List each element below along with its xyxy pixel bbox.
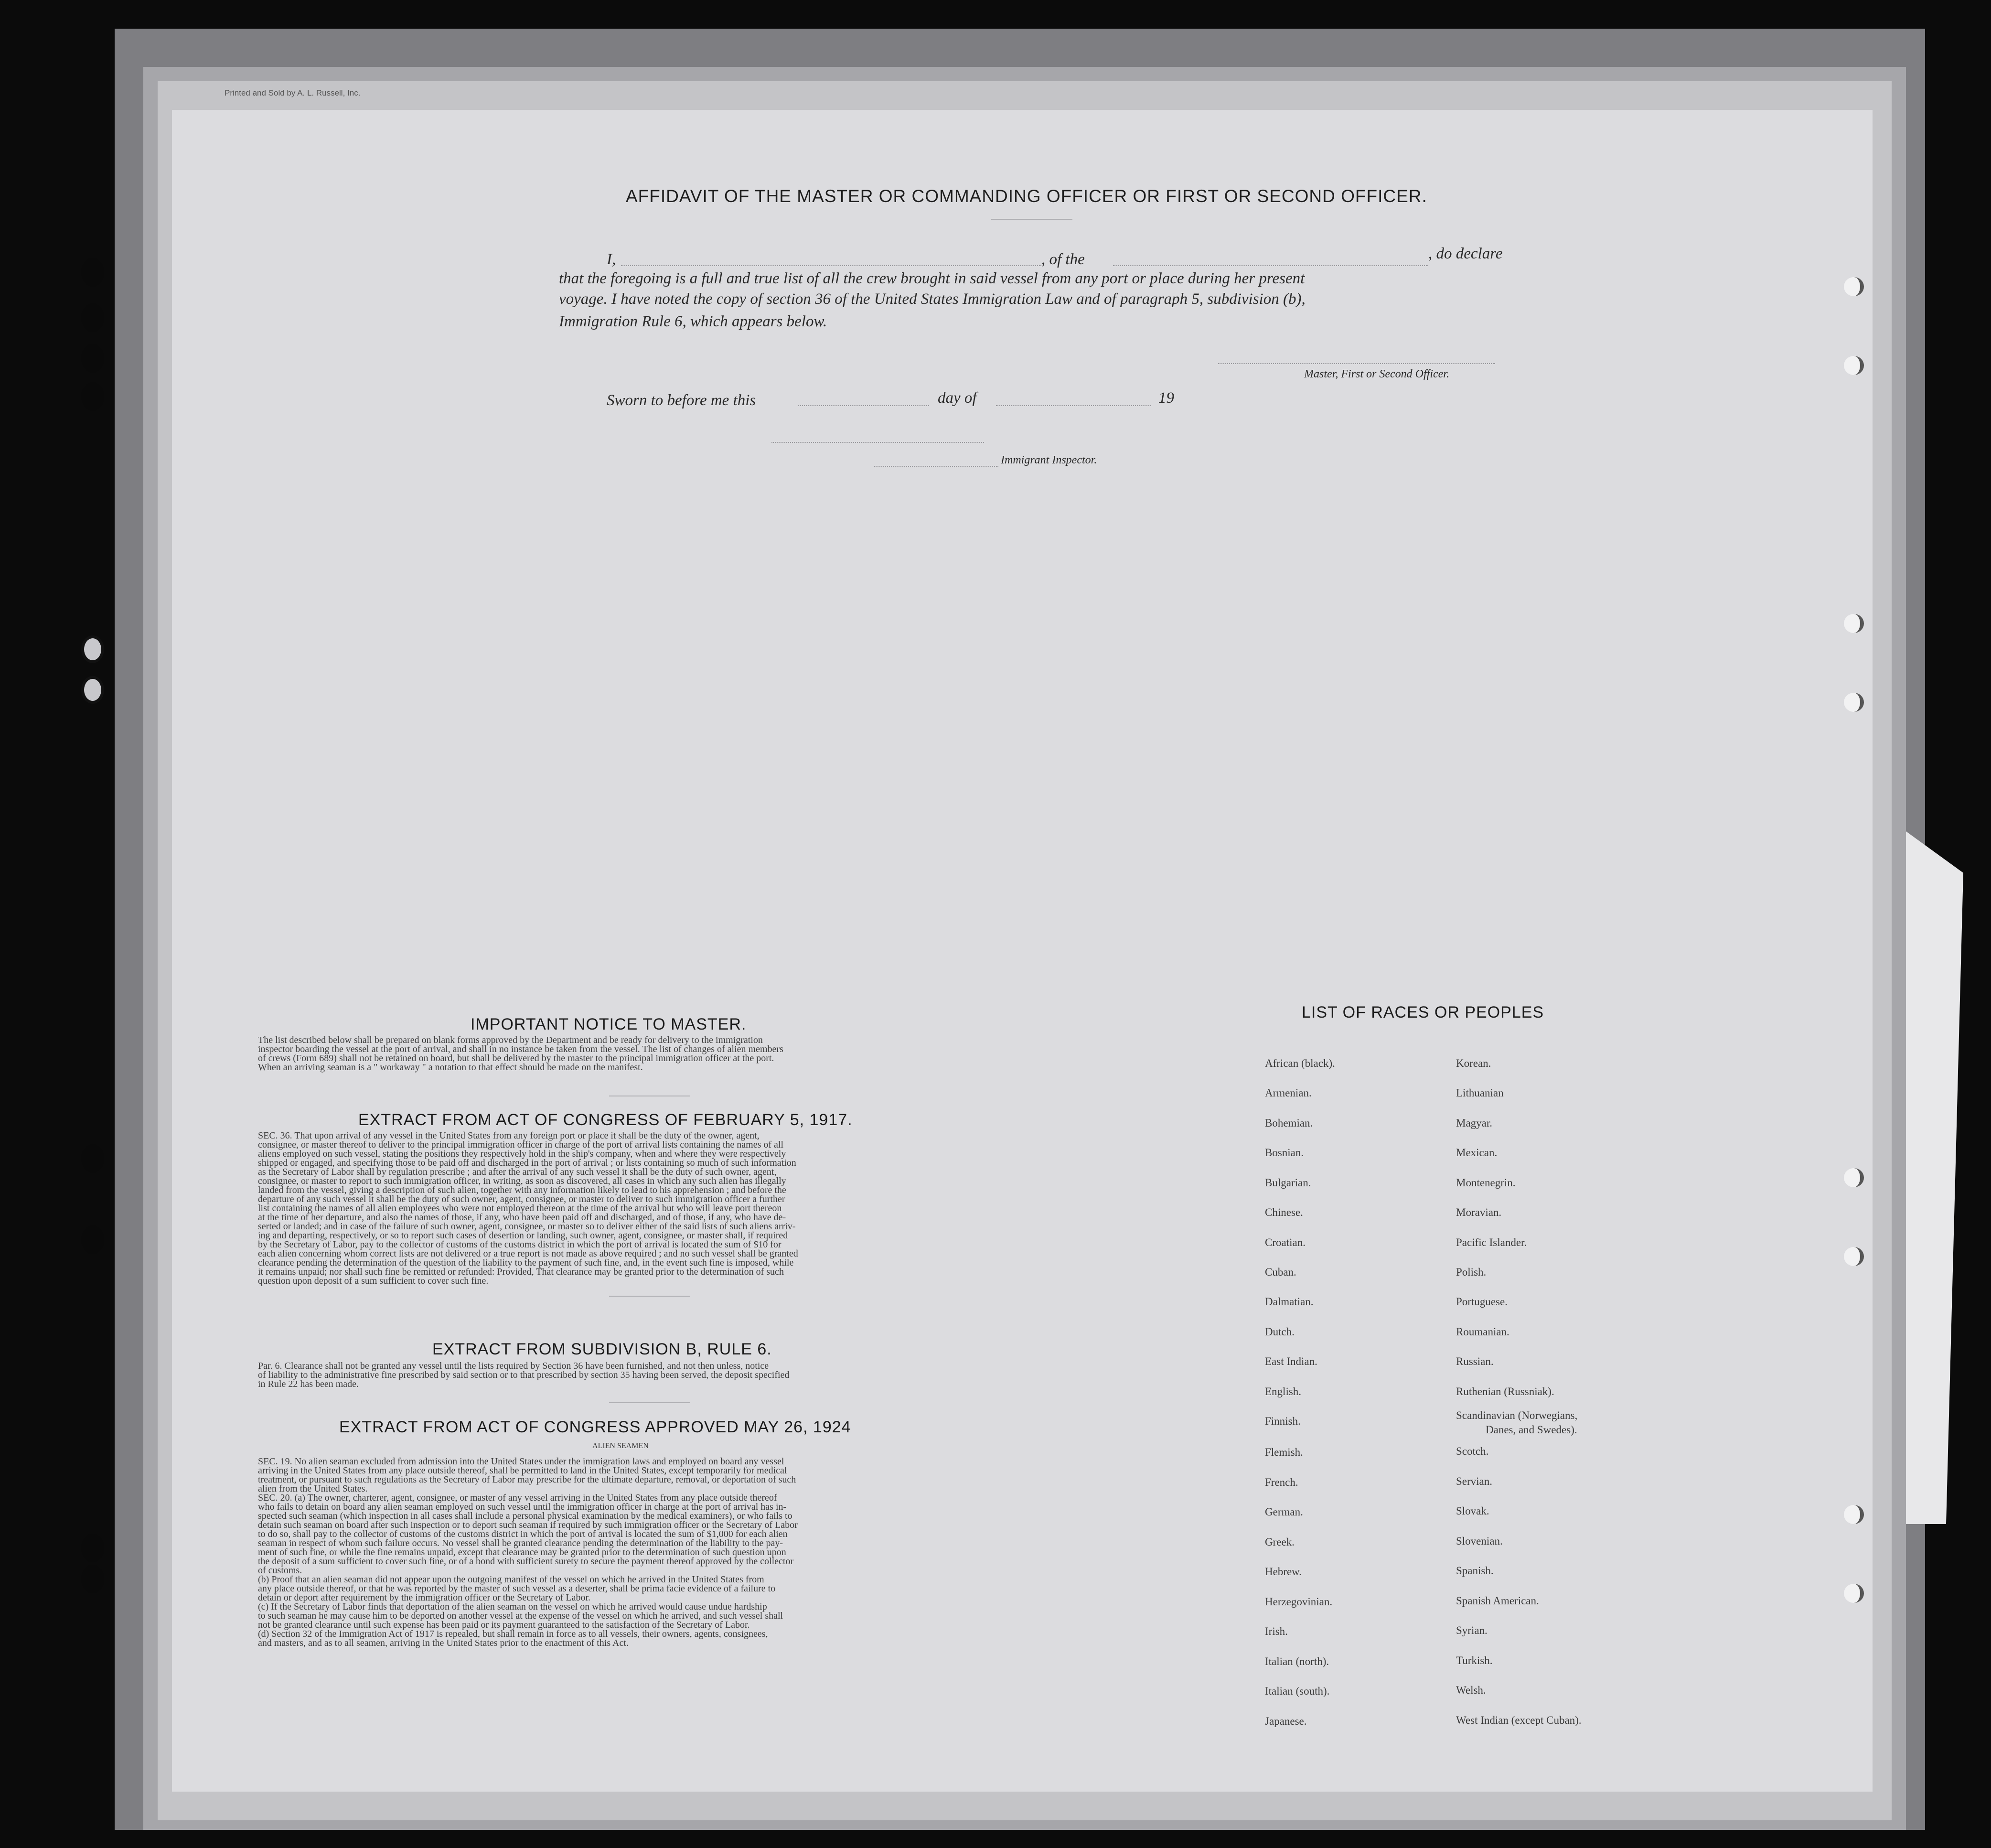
- punch-hole: [1844, 1168, 1864, 1187]
- text-line: of liability to the administrative fine prescribed by said section or to that prescribed by section 35 having been served, the deposit specified: [258, 1370, 790, 1380]
- divider: [609, 1296, 690, 1297]
- text-line: departure of any such vessel it shall be the duty of such owner, agent, consignee, or master to deliver to such immigration officer a further: [258, 1194, 785, 1204]
- text-line: seaman in respect of whom such failure occurs. No vessel shall be granted clearance pending the determination of the liability to the pay-: [258, 1538, 783, 1548]
- text-line: SEC. 19. No alien seaman excluded from admission into the United States under the immigration laws and employed on board any vessel: [258, 1456, 784, 1467]
- text-line: SEC. 36. That upon arrival of any vessel in the United States from any foreign port or place it shall be the duty of the owner, agent,: [258, 1130, 760, 1141]
- text-line: the deposit of a sum sufficient to cover such fine, or of a bond with sufficient surety to secure the payment thereof approved by the collector: [258, 1556, 794, 1567]
- sworn-label: Sworn to before me this: [607, 392, 756, 409]
- extract-1924-title: EXTRACT FROM ACT OF CONGRESS APPROVED MAY 26, 1924: [339, 1418, 851, 1436]
- extract-rule6-title: EXTRACT FROM SUBDIVISION B, RULE 6.: [432, 1340, 772, 1358]
- text-line: any place outside thereof, or that he was reported by the master of such vessel as a deserter, shall be prima facie evidence of a failure to: [258, 1583, 776, 1594]
- day-of-label: day of: [938, 389, 977, 407]
- text-line: as the Secretary of Labor shall by regulation prescribe ; and after the arrival of any such vessel it shall be the duty of such owner, agent,: [258, 1167, 777, 1177]
- binder-hole: [81, 1144, 104, 1173]
- vessel-label: , of the: [1041, 251, 1085, 268]
- printer-credit: Printed and Sold by A. L. Russell, Inc.: [225, 88, 361, 97]
- punch-hole: [1844, 277, 1864, 296]
- text-line: Par. 6. Clearance shall not be granted any vessel until the lists required by Section 36 have been furnished, and not then unless, notice: [258, 1361, 769, 1371]
- race-item: Bosnian.: [1265, 1147, 1304, 1159]
- race-item: Bulgarian.: [1265, 1177, 1311, 1189]
- race-item: Hebrew.: [1265, 1566, 1302, 1578]
- race-item: Spanish American.: [1456, 1595, 1539, 1607]
- binder-hole: [81, 1565, 104, 1593]
- text-line: and masters, and as to all seamen, arriving in the United States prior to the enactment of this Act.: [258, 1638, 629, 1648]
- race-item: Polish.: [1456, 1266, 1487, 1278]
- binder-hole: [81, 676, 104, 704]
- text-line: spected such seaman (which inspection in all cases shall include a personal physical examination by the medical examiners), or who fails to: [258, 1511, 792, 1521]
- declare-label: , do declare: [1428, 245, 1503, 262]
- punch-hole: [1844, 1247, 1864, 1266]
- extract-1924-body: [258, 1457, 1003, 1648]
- text-line: of crews (Form 689) shall not be retained on board, but shall be delivered by the master to the principal immigration officer at the port.: [258, 1053, 774, 1064]
- punch-hole: [1844, 1584, 1864, 1603]
- binder-hole: [81, 635, 104, 663]
- race-item: Dutch.: [1265, 1326, 1295, 1338]
- race-item: Bohemian.: [1265, 1117, 1313, 1129]
- inspector-signature-line: [874, 466, 998, 467]
- binder-hole: [81, 382, 104, 411]
- race-item: Lithuanian: [1456, 1087, 1504, 1099]
- race-item: Armenian.: [1265, 1087, 1312, 1099]
- text-line: detain such seaman on board after such inspection or to deport such seaman if required by such immigration officer or the Secretary of Labor: [258, 1520, 798, 1530]
- binder-hole: [81, 303, 104, 332]
- race-item: Slovenian.: [1456, 1535, 1503, 1547]
- race-item: Chinese.: [1265, 1206, 1303, 1218]
- text-line: consignee, or master to report to such immigration officer, in writing, as soon as discovered, all cases in which any such alien has illegally: [258, 1176, 786, 1186]
- race-item: Croatian.: [1265, 1236, 1306, 1248]
- race-item: Portuguese.: [1456, 1296, 1508, 1308]
- race-item: East Indian.: [1265, 1355, 1317, 1367]
- text-line: to do so, shall pay to the collector of customs of the customs district in which the port of arrival is located the sum of $1,000 for each alien: [258, 1529, 788, 1539]
- text-line: aliens employed on such vessel, stating the positions they respectively hold in the ship's company, when and where they were respectively: [258, 1149, 786, 1159]
- master-signature-field[interactable]: [1218, 363, 1495, 364]
- race-item: African (black).: [1265, 1057, 1335, 1069]
- race-item: Dalmatian.: [1265, 1296, 1314, 1308]
- extract-1917-title: EXTRACT FROM ACT OF CONGRESS OF FEBRUARY 5, 1917.: [358, 1111, 853, 1129]
- affidavit-line: that the foregoing is a full and true list of all the crew brought in said vessel from any port or place during her present: [559, 270, 1305, 287]
- text-line: in Rule 22 has been made.: [258, 1379, 359, 1389]
- text-line: landed from the vessel, giving a description of such alien, together with any information likely to lead to his apprehension ; and before the: [258, 1185, 786, 1195]
- race-item: Turkish.: [1456, 1655, 1493, 1666]
- punch-hole: [1844, 614, 1864, 633]
- race-item: Syrian.: [1456, 1624, 1488, 1636]
- declarant-name-field[interactable]: [621, 265, 1041, 266]
- text-line: shipped or engaged, and specifying those to be paid off and discharged in the port of arrival ; or lists containing so much of such information: [258, 1158, 796, 1168]
- race-item: Ruthenian (Russniak).: [1456, 1386, 1554, 1397]
- race-item: Magyar.: [1456, 1117, 1493, 1129]
- text-line: detain or deport after requirement by the immigration officer or the Secretary of Labor.: [258, 1592, 591, 1603]
- extract-1924-subtitle: ALIEN SEAMEN: [592, 1442, 649, 1450]
- race-item: Danes, and Swedes).: [1486, 1424, 1577, 1436]
- race-item: Roumanian.: [1456, 1326, 1509, 1338]
- text-line: it remains unpaid; nor shall such fine be remitted or refunded: Provided, That clearance may be granted prior to the determination of such: [258, 1267, 784, 1277]
- text-line: ing and departing, respectively, or so to report such cases of desertion or landing, such owner, agent, consignee, or master shall, if required: [258, 1230, 788, 1241]
- race-item: Spanish.: [1456, 1565, 1494, 1577]
- punch-hole: [1844, 1505, 1864, 1524]
- text-line: ment of such fine, or while the fine remains unpaid, except that clearance may be granted prior to the determination of such question upon: [258, 1547, 786, 1558]
- text-line: alien from the United States.: [258, 1483, 368, 1494]
- binder-hole: [81, 1534, 104, 1562]
- race-item: Flemish.: [1265, 1446, 1303, 1458]
- year-label: 19: [1158, 389, 1174, 407]
- race-item: Irish.: [1265, 1625, 1288, 1637]
- divider: [991, 219, 1072, 220]
- race-item: Italian (south).: [1265, 1685, 1330, 1697]
- text-line: list containing the names of all alien employees who were not employed thereon at the time of the arrival but who will leave port thereon: [258, 1203, 782, 1214]
- text-line: When an arriving seaman is a " workaway " a notation to that effect should be made on the manifest.: [258, 1062, 643, 1073]
- race-item: Japanese.: [1265, 1715, 1307, 1727]
- race-item: Cuban.: [1265, 1266, 1296, 1278]
- binder-hole: [81, 1225, 104, 1254]
- race-item: Korean.: [1456, 1057, 1491, 1069]
- inspector-signature-field[interactable]: [771, 442, 984, 443]
- race-item: West Indian (except Cuban).: [1456, 1714, 1582, 1726]
- text-line: consignee, or master thereof to deliver to the principal immigration officer in charge of the port of arrival lists containing the names of all: [258, 1139, 784, 1150]
- extract-rule6-body: [258, 1362, 1003, 1389]
- race-item: Montenegrin.: [1456, 1177, 1516, 1189]
- race-item: Moravian.: [1456, 1206, 1502, 1218]
- text-line: at the time of her departure, and also the names of those, if any, who have been paid off and discharged, and of those, if any, who have de-: [258, 1212, 786, 1223]
- text-line: to such seaman he may cause him to be deported on another vessel at the expense of the vessel on which he arrived, and such vessel shall: [258, 1611, 783, 1621]
- affidavit-line: Immigration Rule 6, which appears below.: [559, 313, 827, 330]
- race-item: Finnish.: [1265, 1415, 1301, 1427]
- race-item: Russian.: [1456, 1355, 1494, 1367]
- race-item: Mexican.: [1456, 1147, 1498, 1159]
- affidavit-title: AFFIDAVIT OF THE MASTER OR COMMANDING OFFICER OR FIRST OR SECOND OFFICER.: [626, 186, 1427, 206]
- inspector-label: Immigrant Inspector.: [1001, 454, 1097, 466]
- sworn-month-field[interactable]: [996, 405, 1151, 406]
- text-line: clearance pending the determination of the question of the liability to the payment of such fine, and, in the event such fine is imposed, while: [258, 1257, 794, 1268]
- notice-body: [258, 1036, 1003, 1072]
- text-line: (c) If the Secretary of Labor finds that deportation of the alien seaman on the vessel on which he arrived would cause undue hardship: [258, 1601, 767, 1612]
- race-item: Scotch.: [1456, 1445, 1489, 1457]
- race-item: Scandinavian (Norwegians,: [1456, 1409, 1578, 1421]
- text-line: who fails to detain on board any alien seaman employed on such vessel until the immigration officer in charge at the port of arrival has in-: [258, 1502, 787, 1512]
- races-title: LIST OF RACES OR PEOPLES: [1302, 1003, 1544, 1021]
- master-signature-label: Master, First or Second Officer.: [1304, 368, 1449, 380]
- binder-hole: [81, 258, 104, 287]
- affidavit-line: voyage. I have noted the copy of section 36 of the United States Immigration Law and of paragraph 5, subdivision (b),: [559, 290, 1306, 308]
- race-item: Herzegovinian.: [1265, 1596, 1333, 1608]
- text-line: SEC. 20. (a) The owner, charterer, agent, consignee, or master of any vessel arriving in the United States from any place outside thereof: [258, 1493, 777, 1503]
- text-line: inspector boarding the vessel at the port of arrival, and shall in no instance be taken from the vessel. The list of changes of alien members: [258, 1044, 783, 1054]
- sworn-day-field[interactable]: [798, 405, 929, 406]
- race-item: German.: [1265, 1506, 1303, 1518]
- divider: [609, 1402, 690, 1403]
- text-line: serted or landed; and in case of the failure of such owner, agent, consignee, or master so to deliver either of the said lists of such aliens arriv-: [258, 1221, 796, 1232]
- race-item: Italian (north).: [1265, 1655, 1329, 1667]
- text-line: each alien concerning whom correct lists are not delivered or a true report is not made as above required ; and no such vessel shall be granted: [258, 1248, 798, 1259]
- text-line: question upon deposit of a sum sufficient to cover such fine.: [258, 1276, 489, 1286]
- paper-flap: [1906, 831, 1963, 1524]
- punch-hole: [1844, 356, 1864, 375]
- declarant-label: I,: [607, 251, 616, 268]
- text-line: treatment, or pursuant to such regulations as the Secretary of Labor may prescribe for the ultimate departure, removal, or deportation of such: [258, 1474, 796, 1485]
- extract-1917-body: [258, 1131, 1003, 1286]
- text-line: by the Secretary of Labor, pay to the collector of customs of the customs district in which the port of arrival is located the sum of $10 for: [258, 1239, 781, 1250]
- text-line: (b) Proof that an alien seaman did not appear upon the outgoing manifest of the vessel on which he arrived in the United States from: [258, 1574, 764, 1585]
- race-item: Slovak.: [1456, 1505, 1489, 1517]
- binder-hole: [81, 344, 104, 373]
- text-line: (d) Section 32 of the Immigration Act of 1917 is repealed, but shall remain in force as to all vessels, their owners, agents, consignees,: [258, 1629, 768, 1639]
- text-line: arriving in the United States from any place outside thereof, shall be permitted to land in the United States, except temporarily for medical: [258, 1465, 787, 1476]
- notice-title: IMPORTANT NOTICE TO MASTER.: [471, 1015, 747, 1033]
- punch-hole: [1844, 693, 1864, 712]
- race-item: French.: [1265, 1476, 1298, 1488]
- race-item: English.: [1265, 1386, 1302, 1397]
- text-line: of customs.: [258, 1565, 302, 1576]
- text-line: not be granted clearance until such expense has been paid or its payment guaranteed to the satisfaction of the Secretary of Labor.: [258, 1620, 750, 1630]
- vessel-name-field[interactable]: [1113, 265, 1428, 266]
- race-item: Welsh.: [1456, 1684, 1486, 1696]
- race-item: Greek.: [1265, 1536, 1295, 1548]
- text-line: The list described below shall be prepared on blank forms approved by the Department and be ready for delivery to the immigration: [258, 1035, 763, 1045]
- race-item: Pacific Islander.: [1456, 1236, 1527, 1248]
- race-item: Servian.: [1456, 1475, 1493, 1487]
